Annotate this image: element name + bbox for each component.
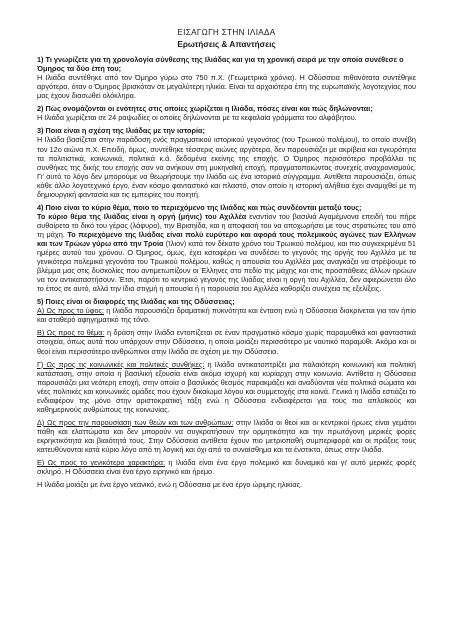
difference-e-label: Ε) Ως προς το γενικότερο χαρακτήρα: <box>37 458 166 468</box>
difference-c-label: Γ) Ως προς τις κοινωνικές και πολιτικές συνθήκες: <box>37 359 205 369</box>
answer-4-bold-1: Το κύριο θέμα της Ιλιάδας είναι η οργή (μήνις) του Αχιλλέα <box>37 211 247 221</box>
difference-c-text: η Ιλιάδα αντικατοπτρίζει μια παλαιότερη κοινωνική και πολιτική κατάσταση, στην οποία η βασιλική εξουσία είναι ακόμα ισχυρή και κυρίαρχη στην κοινωνία. Αντίθετα η Οδύσσεια παρουσιάζει μια νεότερη εποχή, στην οποία ο βασιλικός θεσμός παρακμάζει και αναδύονται νέα πολιτικά σώματα και νέες πολιτικές και κοινωνικές ομάδες που έχουν δικαίωμα λόγου και συμμετοχής στα κοινά. Γενικά η Ιλιάδα εστιάζει το ενδιαφέρον της μόνο στην αριστοκρατική τάξη ενώ η Οδύσσεια ενδιαφέρεται για τους πιο απλοϊκούς και καθημερινούς ανθρώπους της κοινωνίας. <box>37 359 416 414</box>
difference-b-text: η δράση στην Ιλιάδα εντοπίζεται σε έναν πραγματικό κόσμο χωρίς παραμυθικά και φανταστικά στοιχεία, όπως αυτά που υπάρχουν στην Οδύσσεια, η οποία μοιάζει περισσότερο με ναυτικό παραμύθι. Ακόμα και οι θεοί είναι περισσότερο ανθρώπινοι στην Ιλιάδα σε σχέση με την Οδύσσεια. <box>37 328 416 356</box>
difference-a <box>37 306 416 324</box>
answer-2: Η Ιλιάδα χωρίζεται σε 24 ραψωδίες οι οποίες δηλώνονται με τα κεφαλαία γράμματα του αλφάβητου. <box>37 113 357 123</box>
answer-3: Η Ιλιάδα βασίζεται στην παράδοση ενός πραγματικού ιστορικού γεγονότος (του Τρωικού πολέμου), το οποίο συνέβη τον 12ο αιώνα π.Χ. Επειδή, όμως, συντέθηκε τέσσερις αιώνες αργότερα, δεν παρουσιάζει με ακρίβεια και εγκυρότητα τα πολιτιστικά, κοινωνικά, πολιτικά κ.ά. δεδομένα εκείνης της εποχής. Ο Όμηρος περισσότερο προβάλλει τις συνθήκες της δικής του εποχής σαν να ανήκουν στη μυκηναϊκή εποχή, πραγματοποιώντας συνεχείς αναχρονισμούς. Γι' αυτό το λόγο δεν μπορούμε να θεωρήσουμε την Ιλιάδα ως ένα ιστορικό σύγγραμμα. Αντίθετα παρουσιάζει, όπως κάθε άλλο λογοτεχνικό έργο, έναν κόσμο φανταστικό και πλαστό, στον οποίο η ιστορική αλήθεια έχει αναμιχθεί με τη δημιουργική φαντασία και τις εμπειρίες του ποιητή. <box>37 135 416 199</box>
difference-d-text: στην Ιλιάδα οι θεοί και οι κεντρικοί ήρωες είναι γεμάτοι πάθη και ελαττώματα και δεν μπορούν να συγκρατήσουν την ορμητικότητα και την πρωτόγονη μερικές φορές εκρηκτικότητα και βιαιότητά τους. Στην Οδύσσεια αντίθετα έχουν πιο μετριοπαθή συμπεριφορά και οι πράξεις τους κατευθύνονται κατά κύριο λόγο από τη λογική και όχι από το συναίσθημα και τα ένστικτα, όπως στην Ιλιάδα. <box>37 417 416 454</box>
difference-a-label: Α) Ως προς το ύφος: <box>37 306 105 316</box>
difference-d <box>37 418 416 454</box>
difference-b-label: Β) Ως προς το θέμα: <box>37 328 105 338</box>
answer-4-text-1: εναντίον του βασιλιά Αγαμέμνονα επειδή του πήρε αυθαίρετα το δικό του γέρας (λάφυρο), την Βρισηίδα, και η αποφασή του να αποχωρήσει με τους στρατιώτες του από τη μάχη. <box>37 211 416 239</box>
answer-4 <box>37 212 416 293</box>
question-3: 3) Ποια είναι η σχέση της Ιλιάδας με την ιστορία; <box>37 126 205 136</box>
closing-sentence: Η Ιλιάδα μοιάζει με ένα έργο νεανικό, ενώ η Οδύσσεια με ένα έργο ώριμης ηλικίας. <box>37 480 303 490</box>
question-4: 4) Ποιο είναι το κύριο θέμα, ποιο το περιεχόμενο της Ιλιάδας και πώς συνδέονται μεταξύ τους; <box>37 202 362 212</box>
question-1: 1) Τι γνωρίζετε για τη χρονολογία σύνθεσης της Ιλιάδας και για τη χρονική σειρά με την οποία συνέθεσε ο Όμηρος τα δύο έπη του; <box>37 55 404 74</box>
document-subtitle: Ερωτήσεις & Απαντήσεις <box>177 40 276 50</box>
difference-d-label: Δ) Ως προς την παρουσίαση των θεών και των ανθρώπων: <box>37 417 234 427</box>
difference-c <box>37 360 416 414</box>
question-5: 5) Ποιες είναι οι διαφορές της Ιλιάδας και της Οδύσσειας; <box>37 297 235 307</box>
answer-4-bold-2: Το περιεχόμενο της Ιλιάδας είναι πολύ ευρύτερο και αφορά τους πολεμικούς αγώνες των Ελλήνων και των Τρώων γύρω από την Τροία <box>37 229 416 248</box>
answer-1: Η Ιλιάδα συντέθηκε από τον Όμηρο γύρω στο 750 π.Χ. (Γεωμετρικά χρόνια). Η Οδύσσεια πιθανότατα συντέθηκε αργότερα, όταν ο Όμηρος βρισκόταν σε μεγαλύτερη ηλικία. Είναι τα αρχαιότερα έπη της ευρωπαϊκής λογοτεχνίας που μας έχουν διασωθεί ολόκληρα. <box>37 73 416 101</box>
question-2: 2) Πώς ονομάζονται οι ενότητες στις οποίες χωρίζεται η Ιλιάδα, πόσες είναι και πώς δηλώνονται; <box>37 104 373 114</box>
difference-a-text: η Ιλιάδα παρουσιάζει δραματική πυκνότητα και ένταση ενώ η Οδύσσεια διακρίνεται για τον ήπιο και σταθερό αφηγηματικό της τόνο. <box>37 306 416 325</box>
document-title: ΕΙΣΑΓΩΓΗ ΣΤΗΝ ΙΛΙΑΔΑ <box>177 28 276 37</box>
difference-e-text: η Ιλιάδα είναι ένα έργο πολεμικό και δυναμικό και γι' αυτό μερικές φορές σκληρό. Η Οδύσσεια είναι ένα έργο ειρηνικό και ήρεμο. <box>37 458 416 477</box>
difference-b <box>37 328 416 355</box>
answer-4-text-2: (Ίλιον) κατά τον δέκατο χρόνο του Τρωικού πολέμου, και πιο συγκεκριμένα 51 ημέρες αυτού του χρόνου. Ο Όμηρος, όμως, έχει καταφέρει να συνδέσει το γεγονός της οργής του Αχιλλέα με τα γενικότερα πολεμικά γεγονότα του Τρωικού πολέμου, καθώς η απουσία του Αχιλλέα μας αναγκάζει να στρέψουμε το βλέμμα μας στις δυσκολίες που αντιμετωπίζουν οι Έλληνες στο πεδίο της μάχης και στις προσπάθειες άλλων ηρώων να τον αντικαταστήσουν. Έτσι, παρότι το κεντρικό γεγονός της Ιλιάδας είναι η οργή του Αχιλλέα, δεν αφιερώνεται όλο το έπος σε αυτό, αλλά την ίδια στιγμή η απουσία ή η παρουσία του Αχιλλέα καθορίζει συνέχεια τις εξελίξεις. <box>37 238 416 294</box>
difference-e <box>37 458 416 476</box>
